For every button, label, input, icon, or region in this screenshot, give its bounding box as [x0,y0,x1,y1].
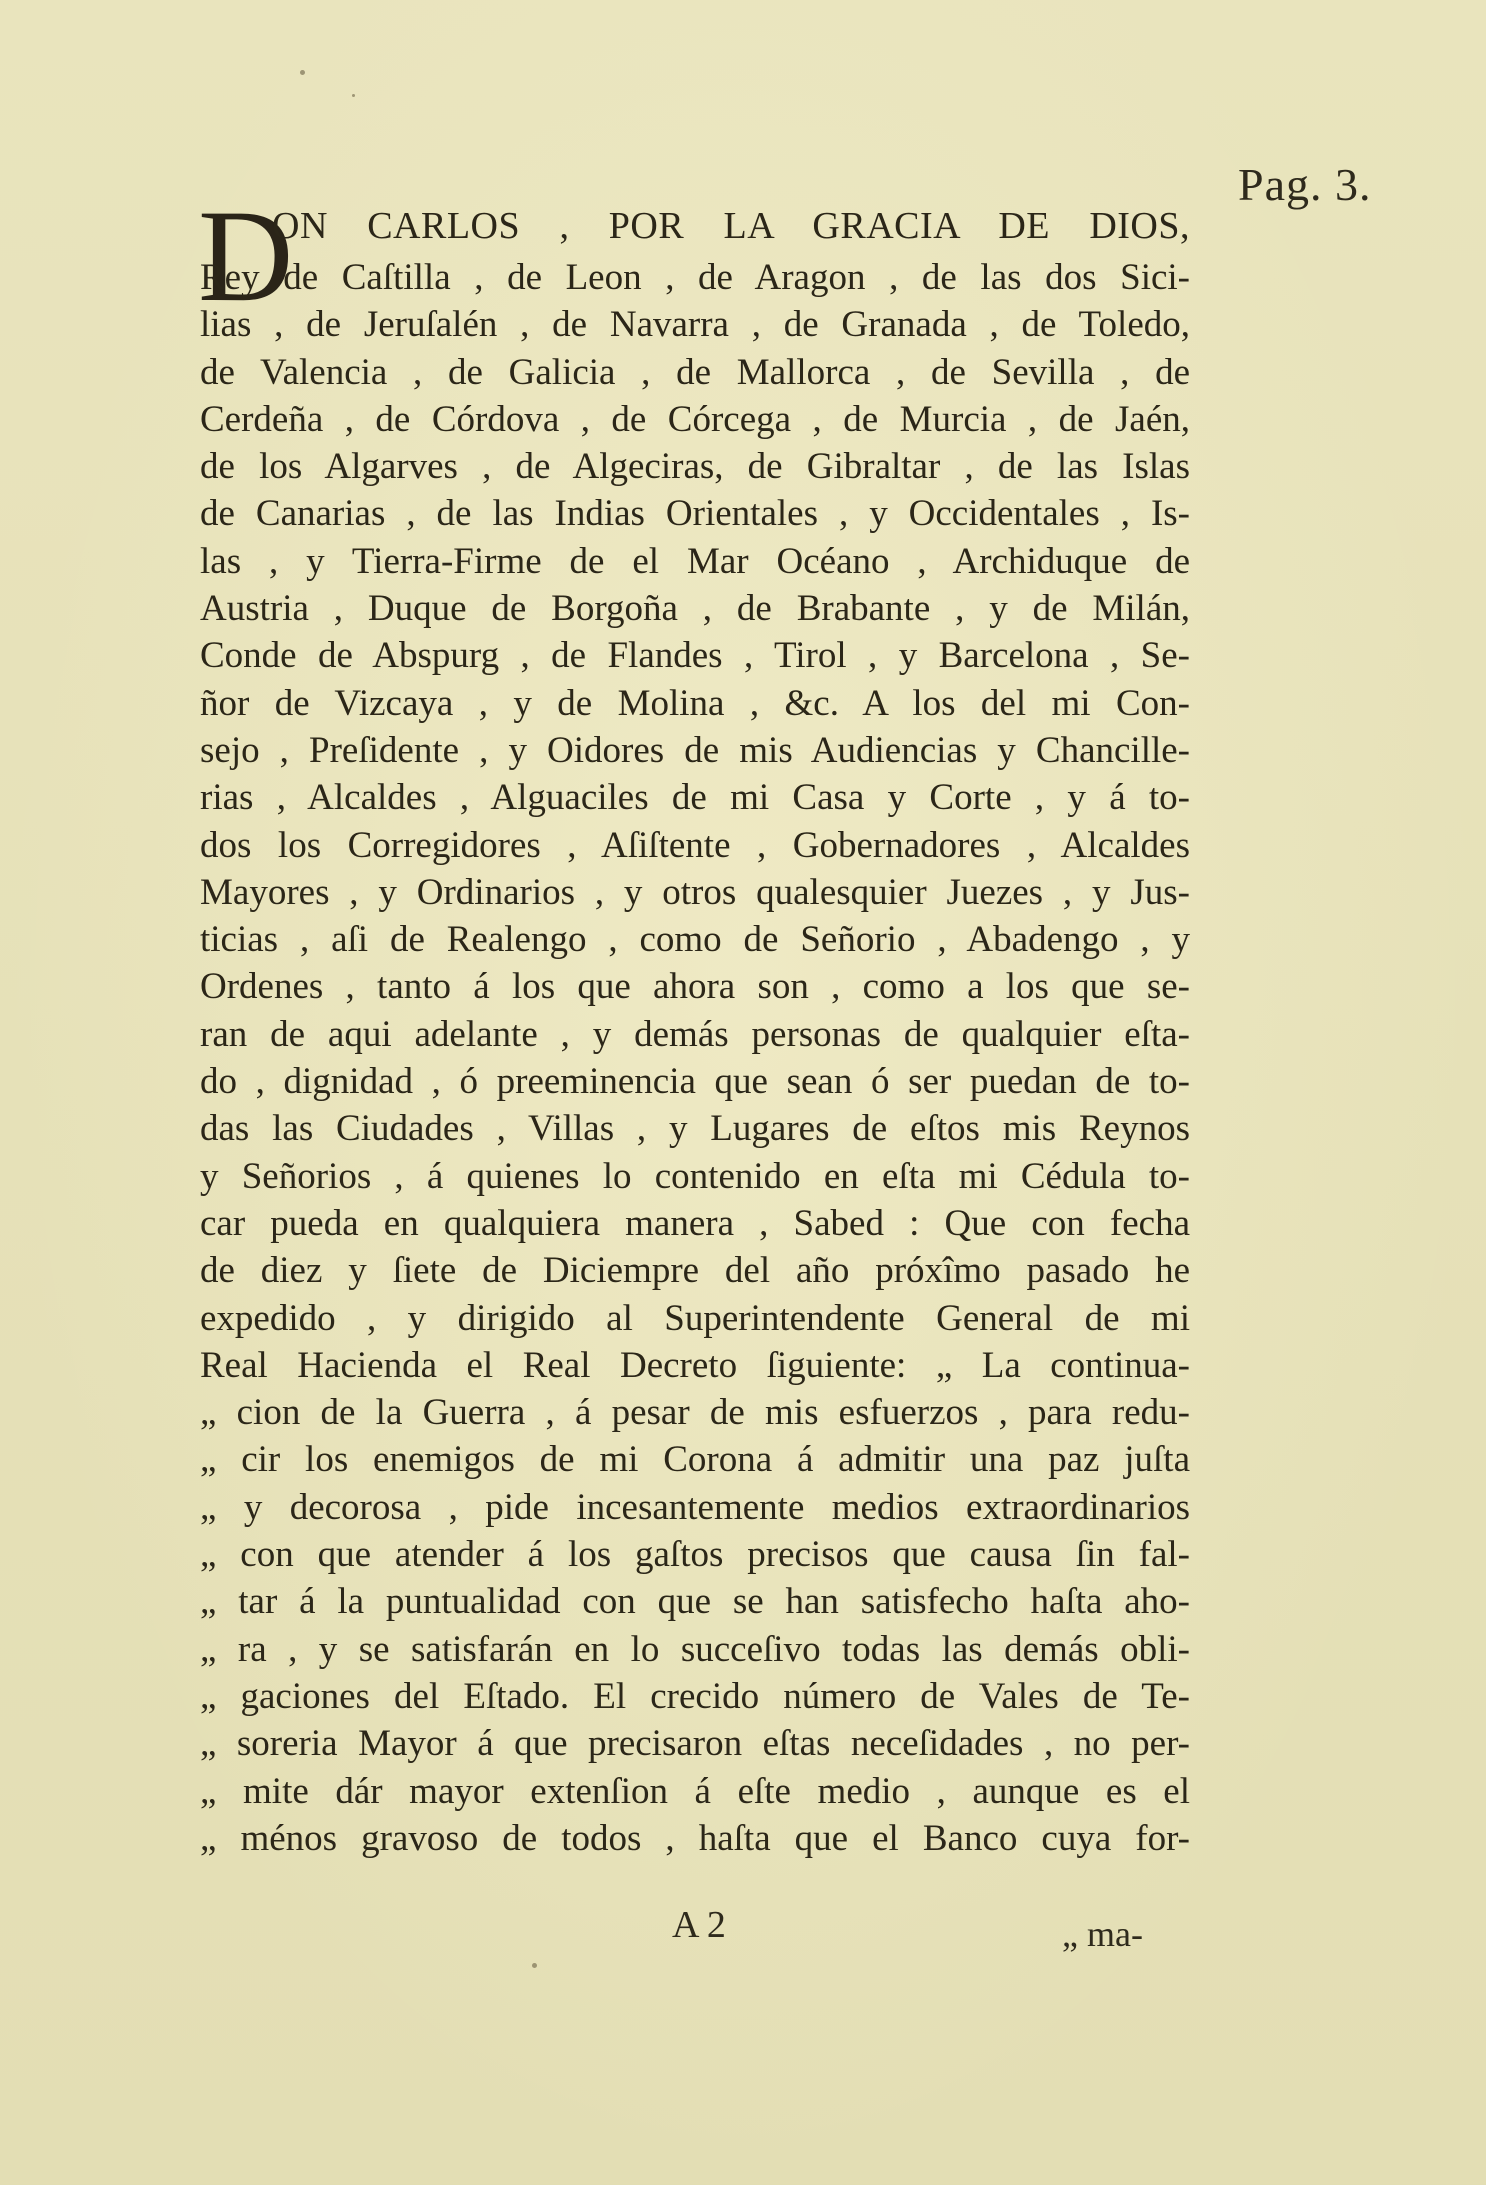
text-line: sejo , Preſidente , y Oidores de mis Audiencias y Chancille- [200,729,1190,771]
text-line: ñor de Vizcaya , y de Molina , &c. A los del mi Con- [200,682,1190,724]
catchword: „ ma- [1062,1914,1143,1954]
text-line: de Canarias , de las Indias Orientales , y Occidentales , Is- [200,493,1190,535]
paper-speck [300,70,305,75]
text-line: lias , de Jeruſalén , de Navarra , de Granada , de Toledo, [200,304,1190,346]
text-line: „ cir los enemigos de mi Corona á admitir una paz juſta [200,1439,1190,1481]
text-line: de los Algarves , de Algeciras, de Gibraltar , de las Islas [200,446,1190,488]
paper-speck [352,94,355,97]
text-line: „ ra , y se satisfarán en lo succeſivo todas las demás obli- [200,1628,1190,1670]
body-text [200,196,1190,1862]
text-line: y Señorios , á quienes lo contenido en eſta mi Cédula to- [200,1155,1190,1197]
text-line: „ soreria Mayor á que precisaron eſtas neceſidades , no per- [200,1723,1190,1765]
text-line: „ cion de la Guerra , á pesar de mis esfuerzos , para redu- [200,1392,1190,1434]
text-line: das las Ciudades , Villas , y Lugares de eſtos mis Reynos [200,1108,1190,1150]
text-line: Ordenes , tanto á los que ahora son , como a los que se- [200,966,1190,1008]
text-line: de Valencia , de Galicia , de Mallorca , de Sevilla , de [200,351,1190,393]
text-line: expedido , y dirigido al Superintendente General de mi [200,1297,1190,1339]
text-line: Cerdeña , de Córdova , de Córcega , de Murcia , de Jaén, [200,398,1190,440]
text-line: „ gaciones del Eſtado. El crecido número de Vales de Te- [200,1675,1190,1717]
text-line: Real Hacienda el Real Decreto ſiguiente: „ La continua- [200,1344,1190,1386]
text-line: do , dignidad , ó preeminencia que sean ó ser puedan de to- [200,1061,1190,1103]
page-number: Pag. 3. [1238,159,1372,210]
paper-speck [532,1963,537,1968]
text-line: Austria , Duque de Borgoña , de Brabante , y de Milán, [200,588,1190,630]
text-line: ran de aqui adelante , y demás personas de qualquier eſta- [200,1013,1190,1055]
text-line: rias , Alcaldes , Alguaciles de mi Casa y Corte , y á to- [200,777,1190,819]
text-line: „ ménos gravoso de todos , haſta que el Banco cuya for- [200,1817,1190,1859]
text-line: Conde de Abspurg , de Flandes , Tirol , y Barcelona , Se- [200,635,1190,677]
text-line: „ mite dár mayor extenſion á eſte medio , aunque es el [200,1770,1190,1812]
text-line: car pueda en qualquiera manera , Sabed : Que con fecha [200,1202,1190,1244]
text-line: de diez y ſiete de Diciempre del año próxîmo pasado he [200,1250,1190,1292]
signature-mark: A 2 [672,1904,726,1946]
text-line: Mayores , y Ordinarios , y otros qualesquier Juezes , y Jus- [200,871,1190,913]
text-line: dos los Corregidores , Aſiſtente , Gobernadores , Alcaldes [200,824,1190,866]
text-line: las , y Tierra-Firme de el Mar Océano , Archiduque de [200,540,1190,582]
text-line: „ y decorosa , pide incesantemente medios extraordinarios [200,1486,1190,1528]
text-line: „ tar á la puntualidad con que se han satisfecho haſta aho- [200,1581,1190,1623]
drop-cap-initial: D [198,182,294,329]
text-line: Rey de Caſtilla , de Leon , de Aragon , de las dos Sici- [200,257,1190,298]
text-line: ticias , aſi de Realengo , como de Señorio , Abadengo , y [200,919,1190,961]
text-line: „ con que atender á los gaſtos precisos que causa ſin fal- [200,1534,1190,1576]
text-line: ON CARLOS , POR LA GRACIA DE DIOS, [272,205,1190,247]
